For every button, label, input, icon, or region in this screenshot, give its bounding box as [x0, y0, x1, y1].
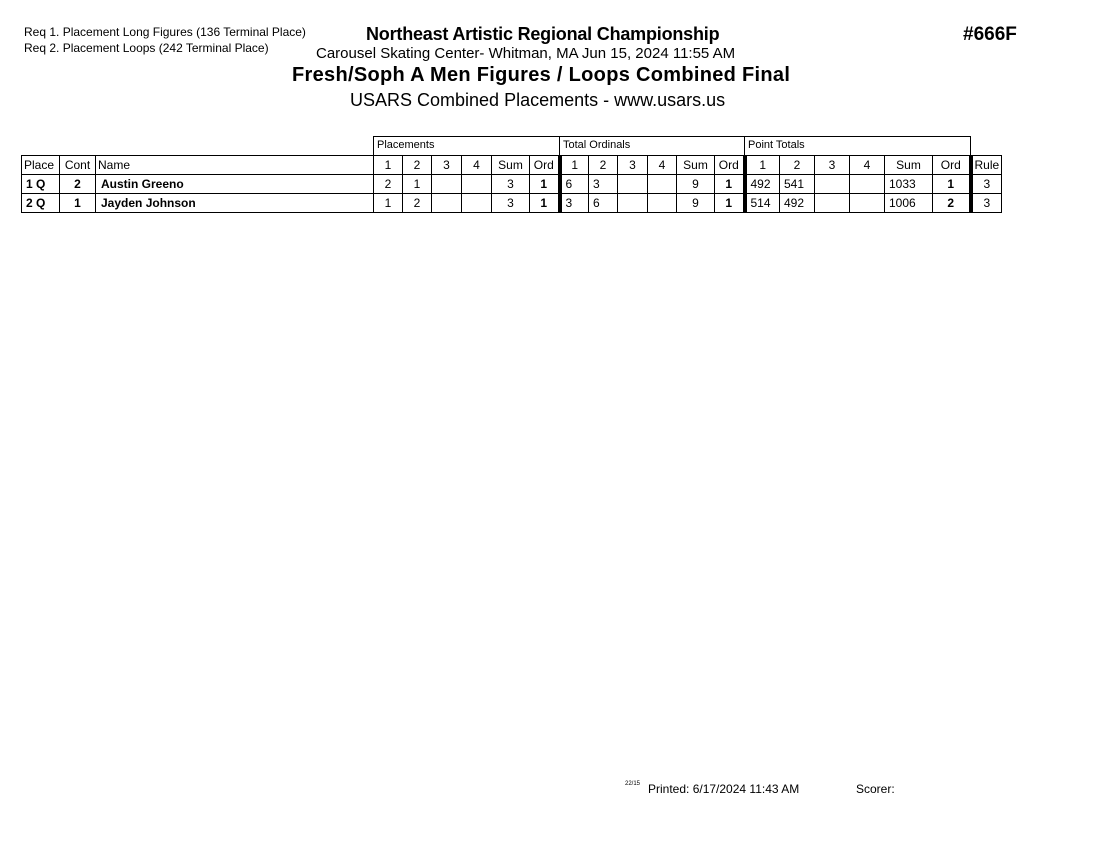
points-1-cell: 514	[745, 194, 780, 213]
placement-3-cell	[432, 175, 462, 194]
col-points-ord: Ord	[933, 156, 971, 175]
group-point-totals: Point Totals	[745, 137, 971, 156]
ordinal-ord-cell: 1	[715, 194, 745, 213]
col-placement-ord: Ord	[530, 156, 560, 175]
site-line: USARS Combined Placements - www.usars.us	[350, 90, 726, 110]
placement-2-cell: 2	[403, 194, 432, 213]
col-place: Place	[22, 156, 60, 175]
placement-1-cell: 1	[374, 194, 403, 213]
footer-mark: 22/15	[625, 781, 641, 787]
event-title: Fresh/Soph A Men Figures / Loops Combined Final	[292, 64, 791, 86]
points-3-cell	[815, 175, 850, 194]
requirement-1: Req 1. Placement Long Figures (136 Terminal Place)	[24, 25, 306, 39]
col-cont: Cont	[60, 156, 96, 175]
ordinal-4-cell	[648, 194, 677, 213]
championship-title: Northeast Artistic Regional Championship	[366, 24, 720, 44]
col-points-sum: Sum	[885, 156, 933, 175]
col-placement-3: 3	[432, 156, 462, 175]
col-points-2: 2	[780, 156, 815, 175]
placement-sum-cell: 3	[492, 175, 530, 194]
points-2-cell: 492	[780, 194, 815, 213]
col-ordinal-4: 4	[648, 156, 677, 175]
ordinal-4-cell	[648, 175, 677, 194]
ordinal-sum-cell: 9	[677, 175, 715, 194]
cont-cell: 1	[60, 194, 96, 213]
points-sum-cell: 1006	[885, 194, 933, 213]
col-placement-sum: Sum	[492, 156, 530, 175]
points-4-cell	[850, 194, 885, 213]
points-4-cell	[850, 175, 885, 194]
placement-4-cell	[462, 194, 492, 213]
group-header-row	[22, 137, 1002, 156]
venue-line: Carousel Skating Center- Whitman, MA Jun 15, 2024 11:55 AM	[316, 45, 736, 62]
placement-4-cell	[462, 175, 492, 194]
cont-cell: 2	[60, 175, 96, 194]
requirement-2: Req 2. Placement Loops (242 Terminal Place)	[24, 41, 269, 55]
place-cell: 1 Q	[22, 175, 60, 194]
ordinal-3-cell	[618, 175, 648, 194]
ordinal-2-cell: 6	[589, 194, 618, 213]
col-placement-2: 2	[403, 156, 432, 175]
table-row	[22, 175, 1002, 194]
placement-2-cell: 1	[403, 175, 432, 194]
placement-1-cell: 2	[374, 175, 403, 194]
col-points-1: 1	[745, 156, 780, 175]
col-points-3: 3	[815, 156, 850, 175]
ordinal-sum-cell: 9	[677, 194, 715, 213]
col-name: Name	[96, 156, 374, 175]
col-ordinal-sum: Sum	[677, 156, 715, 175]
scorer-label: Scorer:	[856, 782, 895, 796]
col-rule: Rule	[971, 156, 1002, 175]
rule-cell: 3	[971, 194, 1002, 213]
name-cell: Jayden Johnson	[96, 194, 374, 213]
points-3-cell	[815, 194, 850, 213]
ordinal-3-cell	[618, 194, 648, 213]
ordinal-ord-cell: 1	[715, 175, 745, 194]
points-2-cell: 541	[780, 175, 815, 194]
col-placement-4: 4	[462, 156, 492, 175]
col-ordinal-ord: Ord	[715, 156, 745, 175]
ordinal-1-cell: 3	[560, 194, 589, 213]
table-row	[22, 194, 1002, 213]
name-cell: Austin Greeno	[96, 175, 374, 194]
col-ordinal-1: 1	[560, 156, 589, 175]
results-table	[21, 136, 1002, 213]
col-ordinal-2: 2	[589, 156, 618, 175]
points-sum-cell: 1033	[885, 175, 933, 194]
points-1-cell: 492	[745, 175, 780, 194]
placement-ord-cell: 1	[530, 175, 560, 194]
col-ordinal-3: 3	[618, 156, 648, 175]
col-points-4: 4	[850, 156, 885, 175]
placement-3-cell	[432, 194, 462, 213]
column-header-row	[22, 156, 1002, 175]
group-placements: Placements	[374, 137, 560, 156]
placement-ord-cell: 1	[530, 194, 560, 213]
event-code: #666F	[963, 24, 1017, 45]
col-placement-1: 1	[374, 156, 403, 175]
placement-sum-cell: 3	[492, 194, 530, 213]
points-ord-cell: 1	[933, 175, 971, 194]
printed-timestamp: Printed: 6/17/2024 11:43 AM	[648, 782, 800, 796]
group-total-ordinals: Total Ordinals	[560, 137, 745, 156]
ordinal-1-cell: 6	[560, 175, 589, 194]
ordinal-2-cell: 3	[589, 175, 618, 194]
points-ord-cell: 2	[933, 194, 971, 213]
rule-cell: 3	[971, 175, 1002, 194]
place-cell: 2 Q	[22, 194, 60, 213]
